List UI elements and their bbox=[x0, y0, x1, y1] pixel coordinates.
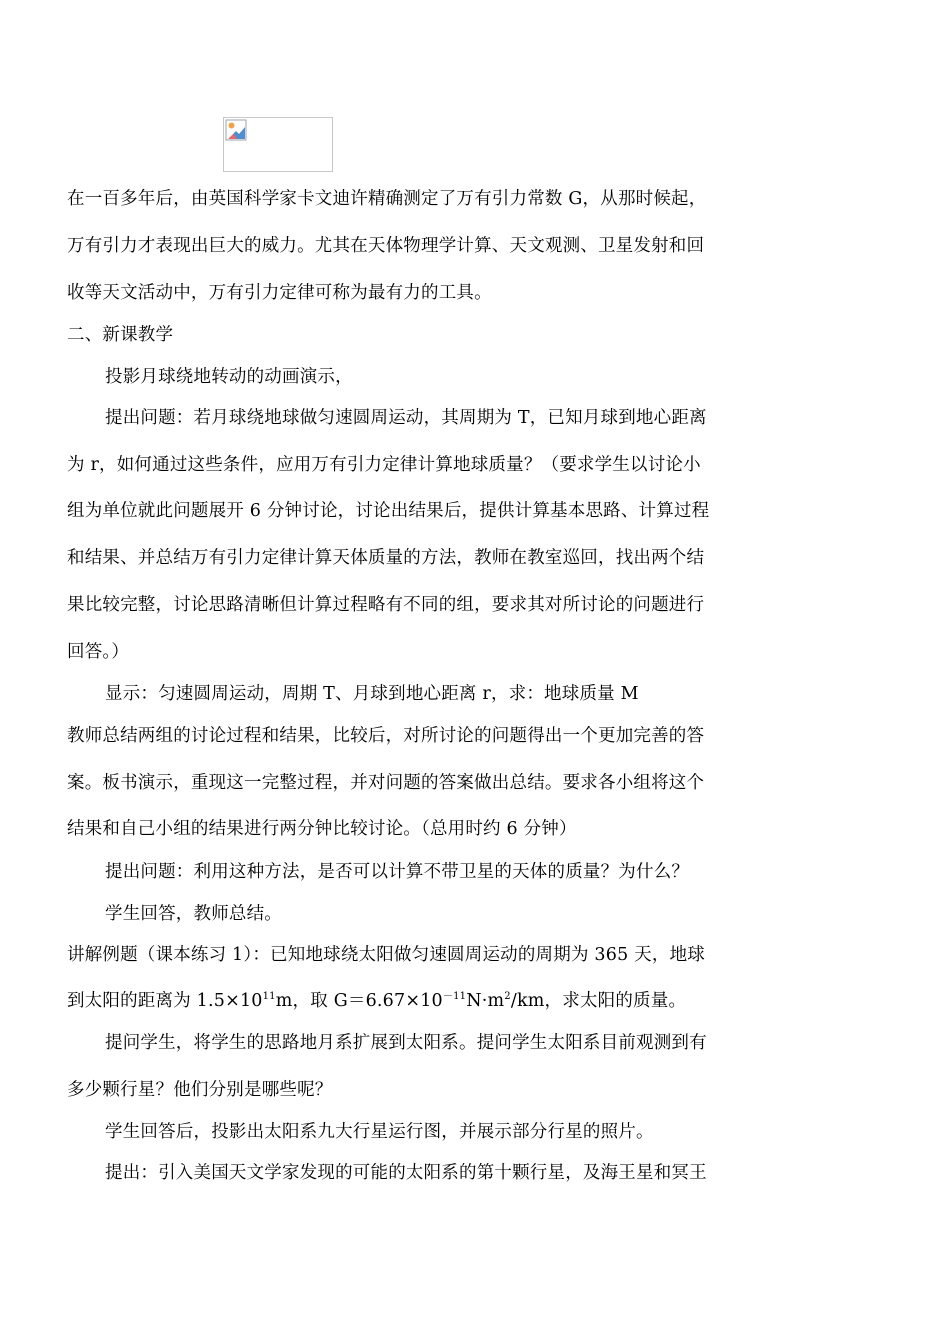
formula-text: m，取 G＝6.67×10 bbox=[275, 991, 443, 1011]
paragraph-line: 提出问题：若月球绕地球做匀速圆周运动，其周期为 T，已知月球到地心距离 bbox=[105, 408, 707, 428]
formula-text: /km，求太阳的质量。 bbox=[510, 991, 687, 1011]
paragraph-line: 学生回答后，投影出太阳系九大行星运行图，并展示部分行星的照片。 bbox=[105, 1122, 654, 1142]
superscript: 11 bbox=[262, 991, 276, 1002]
superscript: －11 bbox=[442, 991, 467, 1002]
paragraph-line: 多少颗行星？他们分别是哪些呢？ bbox=[67, 1080, 333, 1100]
image-placeholder bbox=[223, 117, 333, 172]
paragraph-line: 回答。） bbox=[67, 642, 130, 662]
superscript: 2 bbox=[504, 991, 511, 1002]
paragraph-line: 果比较完整，讨论思路清晰但计算过程略有不同的组，要求其对所讨论的问题进行 bbox=[67, 595, 705, 615]
paragraph-line: 为 r，如何通过这些条件，应用万有引力定律计算地球质量？（要求学生以讨论小 bbox=[67, 455, 701, 475]
paragraph-line: 结果和自己小组的结果进行两分钟比较讨论。（总用时约 6 分钟） bbox=[67, 819, 577, 839]
paragraph-line: 和结果、并总结万有引力定律计算天体质量的方法，教师在教室巡回，找出两个结 bbox=[67, 548, 705, 568]
paragraph-line: 教师总结两组的讨论过程和结果，比较后，对所讨论的问题得出一个更加完善的答 bbox=[67, 726, 705, 746]
broken-image-icon bbox=[225, 119, 247, 141]
paragraph-line: 提问学生，将学生的思路地月系扩展到太阳系。提问学生太阳系目前观测到有 bbox=[105, 1033, 707, 1053]
paragraph-line: 在一百多年后，由英国科学家卡文迪许精确测定了万有引力常数 G，从那时候起， bbox=[67, 189, 707, 209]
paragraph-line: 提出问题：利用这种方法，是否可以计算不带卫星的天体的质量？为什么？ bbox=[105, 862, 690, 882]
paragraph-line: 收等天文活动中，万有引力定律可称为最有力的工具。 bbox=[67, 283, 492, 303]
paragraph-line: 讲解例题（课本练习 1）：已知地球绕太阳做匀速圆周运动的周期为 365 天，地球 bbox=[67, 945, 705, 965]
paragraph-line: 组为单位就此问题展开 6 分钟讨论，讨论出结果后，提供计算基本思路、计算过程 bbox=[67, 501, 710, 521]
paragraph-line: 显示：匀速圆周运动，周期 T、月球到地心距离 r，求：地球质量 M bbox=[105, 684, 639, 704]
paragraph-line: 案。板书演示，重现这一完整过程，并对问题的答案做出总结。要求各小组将这个 bbox=[67, 773, 705, 793]
formula-text: N·m bbox=[466, 991, 505, 1011]
section-heading: 二、新课教学 bbox=[67, 325, 174, 345]
paragraph-line: 学生回答，教师总结。 bbox=[105, 904, 282, 924]
paragraph-line: 投影月球绕地转动的动画演示， bbox=[105, 367, 353, 387]
paragraph-line: 提出：引入美国天文学家发现的可能的太阳系的第十颗行星，及海王星和冥王 bbox=[105, 1163, 707, 1183]
paragraph-line: 万有引力才表现出巨大的威力。尤其在天体物理学计算、天文观测、卫星发射和回 bbox=[67, 236, 705, 256]
formula-line bbox=[67, 990, 686, 1015]
formula-text: 到太阳的距离为 1.5×10 bbox=[67, 991, 263, 1011]
